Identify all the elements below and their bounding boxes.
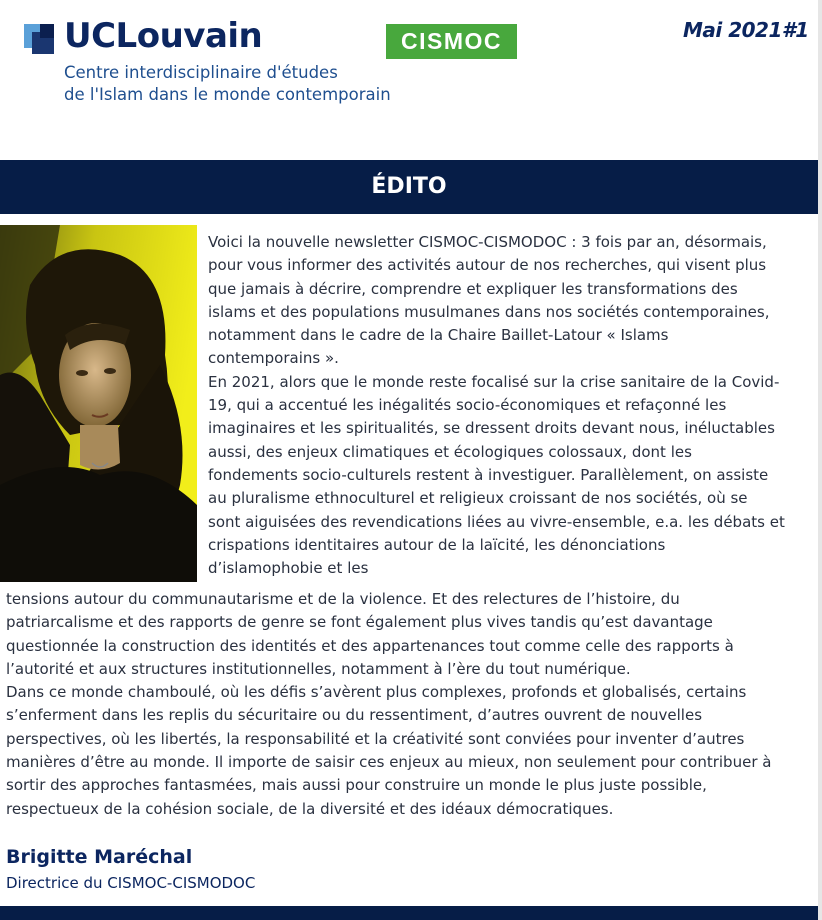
- edito-line: perspectives, où les libertés, la responsabilité et la créativité sont conviées pour inventer d’autres: [6, 729, 745, 748]
- signature-role: Directrice du CISMOC-CISMODOC: [6, 874, 256, 892]
- author-photo: [0, 225, 197, 582]
- edito-line: contemporains ».: [208, 349, 339, 368]
- edito-line: En 2021, alors que le monde reste focalisé sur la crise sanitaire de la Covid-: [208, 372, 780, 391]
- edito-line: notamment dans le cadre de la Chaire Baillet-Latour « Islams: [208, 326, 669, 345]
- edito-line: s’enferment dans les replis du sécuritaire ou du ressentiment, d’autres ouvrent de nouvelles: [6, 706, 703, 725]
- edito-line: Dans ce monde chamboulé, où les défis s’avèrent plus complexes, profonds et globalisés, certains: [6, 683, 747, 702]
- uclouvain-logo-icon[interactable]: [24, 24, 58, 58]
- edito-line: au pluralisme ethnoculturel et religieux croissant de nos sociétés, où se: [208, 489, 748, 508]
- edito-line: pour vous informer des activités autour de nos recherches, qui visent plus: [208, 256, 767, 275]
- next-section-band: [0, 906, 818, 920]
- edito-line: fondements socio-culturels restent à investiguer. Parallèlement, on assiste: [208, 465, 769, 484]
- subtitle-line-2: de l'Islam dans le monde contemporain: [64, 85, 391, 104]
- edito-line: respectueux de la cohésion sociale, de la diversité et des idéaux démocratiques.: [6, 799, 614, 818]
- edito-line: 19, qui a accentué les inégalités socio-économiques et refaçonné les: [208, 396, 727, 415]
- cismoc-logo[interactable]: CISMOC: [386, 24, 517, 59]
- edito-line: sortir des approches fantasmées, mais aussi pour construire un monde le plus juste possible,: [6, 776, 707, 795]
- edito-line: sont aiguisées des revendications liées au vivre-ensemble, e.a. les débats et: [208, 512, 785, 531]
- section-band: [0, 160, 818, 214]
- section-title: ÉDITO: [371, 174, 447, 199]
- edito-full-text: [6, 588, 806, 821]
- edito-line: que jamais à décrire, comprendre et expliquer les transformations des: [208, 279, 738, 298]
- edito-line: d’islamophobie et les: [208, 559, 369, 578]
- edito-line: imaginaires et les spiritualités, se dressent droits devant nous, inéluctables: [208, 419, 775, 438]
- edito-line: Voici la nouvelle newsletter CISMOC-CISMODOC : 3 fois par an, désormais,: [208, 233, 767, 251]
- signature-name: Brigitte Maréchal: [6, 846, 193, 868]
- page-edge: [818, 0, 822, 920]
- issue-label: Mai 2021#1: [683, 18, 809, 42]
- edito-line: patriarcalisme et des rapports de genre se font également plus vives tandis qu’est davantage: [6, 613, 713, 632]
- brand-name[interactable]: UCLouvain: [64, 16, 263, 56]
- subtitle-line-1: Centre interdisciplinaire d'études: [64, 63, 338, 82]
- edito-line: tensions autour du communautarisme et de la violence. Et des relectures de l’histoire, du: [6, 590, 680, 608]
- edito-line: aussi, des enjeux climatiques et écologiques colossaux, dont les: [208, 442, 692, 461]
- edito-line: islams et des populations musulmanes dans nos sociétés contemporaines,: [208, 302, 770, 321]
- edito-line: l’autorité et aux structures institutionnelles, notamment à l’ère du tout numérique.: [6, 659, 631, 678]
- brand-subtitle: [64, 62, 391, 106]
- edito-line: crispations identitaires autour de la laïcité, les dénonciations: [208, 535, 666, 554]
- edito-line: questionnée la construction des identités et des appartenances tout comme celle des rapports à: [6, 636, 734, 655]
- edito-column-text: [208, 231, 808, 580]
- edito-line: manières d’être au monde. Il importe de saisir ces enjeux au mieux, non seulement pour contribuer à: [6, 753, 772, 772]
